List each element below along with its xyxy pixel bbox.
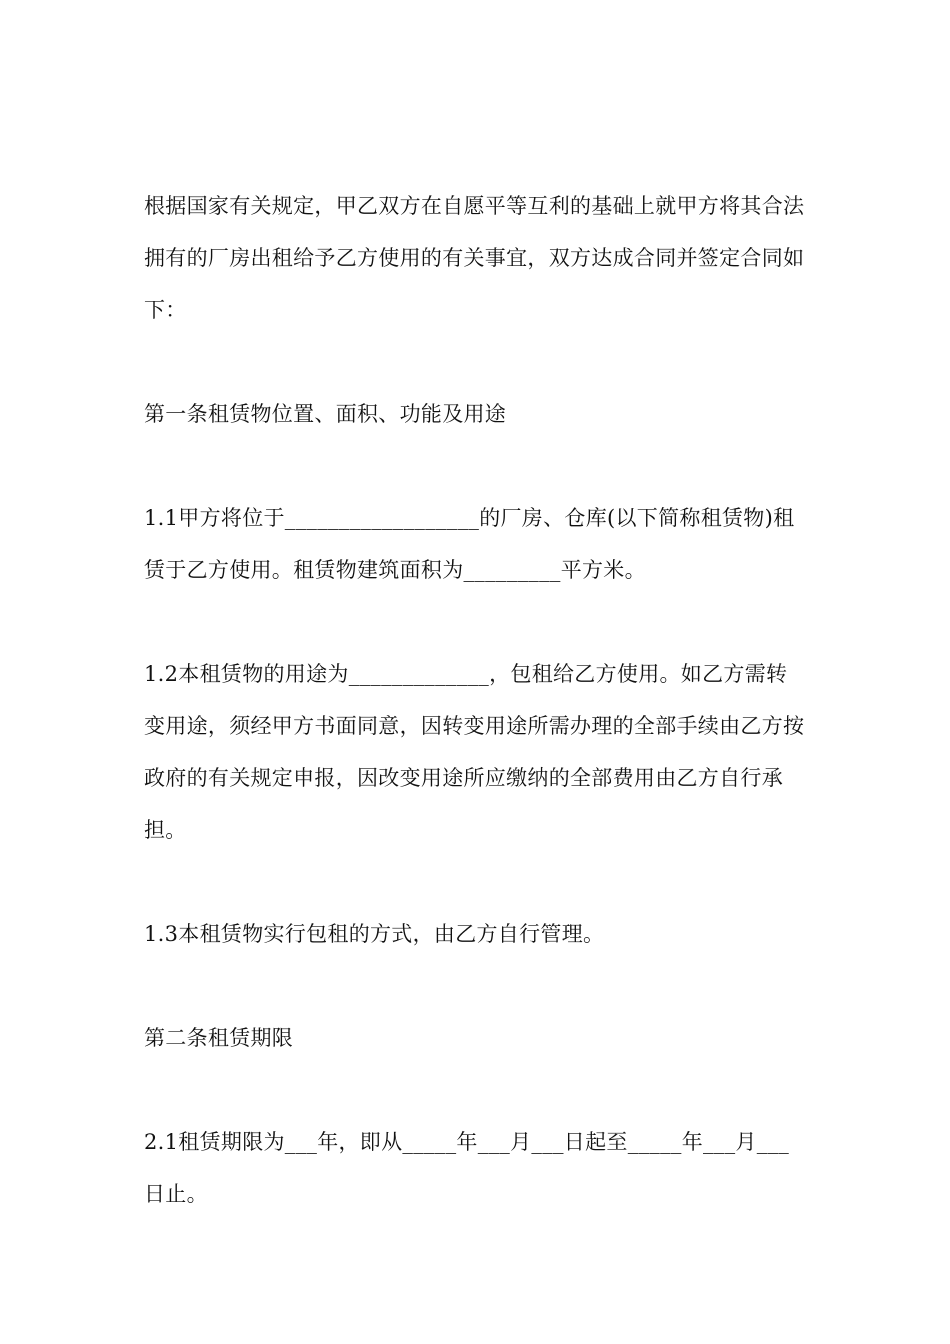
clause-1-3: 1.3本租赁物实行包租的方式，由乙方自行管理。: [144, 922, 605, 946]
clause-2-1: 2.1租赁期限为___年，即从_____年___月___日起至_____年___月___日止。: [144, 1130, 790, 1206]
intro-paragraph: 根据国家有关规定，甲乙双方在自愿平等互利的基础上就甲方将其合法拥有的厂房出租给予乙方使用的有关事宜，双方达成合同并签定合同如下：: [144, 194, 805, 322]
paragraph-gap: [144, 336, 808, 388]
paragraph-gap: [144, 440, 808, 492]
paragraph-gap: [144, 596, 808, 648]
clause-1-1: 1.1甲方将位于__________________的厂房、仓库(以下简称租赁物)租赁于乙方使用。租赁物建筑面积为_________平方米。: [144, 506, 795, 582]
article-1-title: 第一条租赁物位置、面积、功能及用途: [144, 402, 507, 426]
document-body: [144, 180, 808, 1220]
paragraph-gap: [144, 1064, 808, 1116]
article-2-title: 第二条租赁期限: [144, 1026, 294, 1050]
clause-1-2: 1.2本租赁物的用途为_____________，包租给乙方使用。如乙方需转变用途，须经甲方书面同意，因转变用途所需办理的全部手续由乙方按政府的有关规定申报，因改变用途所应缴纳的全部费用由乙方自行承担。: [144, 662, 805, 842]
paragraph-gap: [144, 856, 808, 908]
paragraph-gap: [144, 960, 808, 1012]
